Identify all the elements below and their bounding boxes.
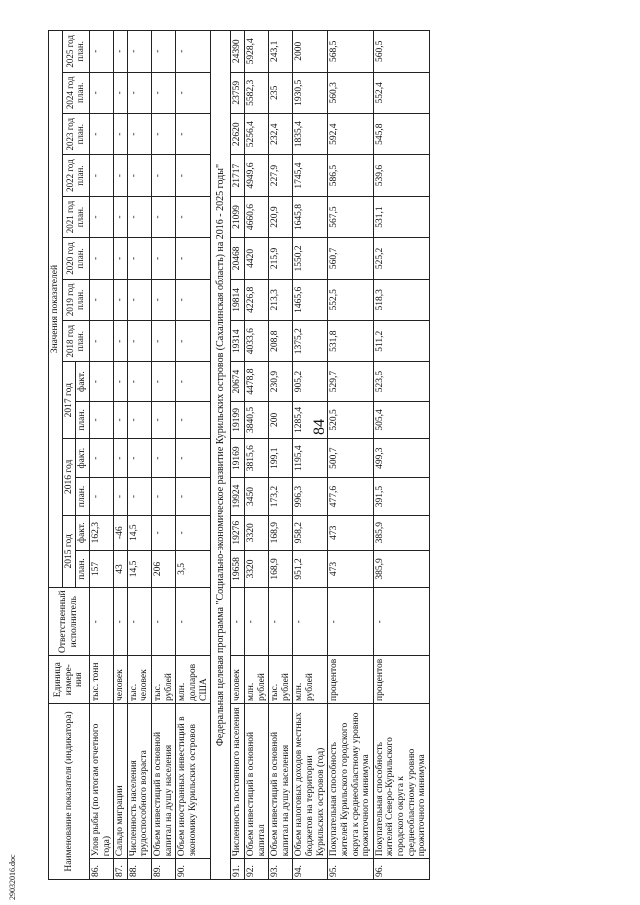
value-cell: - [176,439,211,478]
header-year-2016: 2016 год [62,439,76,516]
value-cell: - [176,155,211,196]
value-cell: 200 [269,401,293,438]
value-cell: - [127,31,151,73]
value-cell: 518,3 [373,279,429,320]
value-cell: 208,8 [269,321,293,362]
value-cell: 19276 [231,515,245,550]
value-cell: 1550,2 [293,238,328,279]
value-cell: - [176,362,211,401]
value-cell: 20674 [231,362,245,401]
header-name: Наименование показателя (индикатора) [49,704,90,880]
value-cell: - [176,238,211,279]
table-body-section-b [231,31,430,880]
value-cell: - [114,439,128,478]
table-row [152,31,176,880]
row-number: 90. [176,859,211,880]
value-cell: - [114,321,128,362]
value-cell: - [152,238,176,279]
value-cell: 1745,4 [293,155,328,196]
value-cell: 173,2 [269,478,293,515]
executor-cell: - [373,588,429,656]
unit-cell: тыс. человек [127,656,151,704]
header-fact-2017: факт. [76,362,90,401]
table-row [244,31,268,880]
value-cell: - [176,478,211,515]
value-cell: 19199 [231,401,245,438]
value-cell: 552,5 [328,279,374,320]
value-cell: 5256,4 [244,114,268,155]
row-number: 88. [127,859,151,880]
value-cell: - [127,401,151,438]
value-cell: - [176,72,211,113]
table-row [373,31,429,880]
value-cell: 235 [269,72,293,113]
value-cell: 3320 [244,515,268,550]
value-cell: - [127,196,151,237]
indicator-name: Улов рыбы (по итогам отчетного года) [89,704,113,859]
program-title-section [211,31,231,880]
value-cell: - [114,478,128,515]
value-cell: - [89,439,113,478]
table-row [328,31,374,880]
value-cell: 996,3 [293,478,328,515]
value-cell: 531,8 [328,321,374,362]
value-cell: - [89,72,113,113]
value-cell: 568,5 [328,31,374,73]
value-cell: 560,5 [373,31,429,73]
value-cell: - [152,196,176,237]
value-cell: 523,5 [373,362,429,401]
value-cell: 232,4 [269,114,293,155]
value-cell: 385,9 [373,515,429,550]
executor-cell: - [231,588,245,656]
header-year-2015: 2015 год [62,515,76,587]
executor-cell: - [293,588,328,656]
value-cell: - [89,155,113,196]
header-unit: Единица измере-ния [49,656,90,704]
value-cell: 4949,6 [244,155,268,196]
value-cell: 1285,4 [293,401,328,438]
unit-cell: тыс. тонн [89,656,113,704]
value-cell: 220,9 [269,196,293,237]
executor-cell: - [114,588,128,656]
value-cell: 19314 [231,321,245,362]
value-cell: 525,2 [373,238,429,279]
value-cell: 21099 [231,196,245,237]
value-cell: - [89,401,113,438]
indicator-name: Объем налоговых доходов местных бюджетов на территории Курильских островов (год) [293,704,328,859]
header-year-2025: 2025 год план. [62,31,89,73]
unit-cell: человек [114,656,128,704]
table-row [89,31,113,880]
value-cell: 385,9 [373,550,429,587]
value-cell: 14,5 [127,550,151,587]
indicator-name: Объем инвестиций в основной капитал на душу населения [152,704,176,859]
row-number: 92. [244,859,268,880]
value-cell: - [152,31,176,73]
row-number: 93. [269,859,293,880]
executor-cell: - [152,588,176,656]
row-number: 95. [328,859,374,880]
value-cell: -46 [114,515,128,550]
header-year-2020: 2020 год план. [62,238,89,279]
rotated-table-container [48,30,608,880]
unit-cell: млн. долларов США [176,656,211,704]
value-cell: 243,1 [269,31,293,73]
value-cell: 560,7 [328,238,374,279]
header-fact-2016: факт. [76,439,90,478]
value-cell: - [176,321,211,362]
value-cell: 23759 [231,72,245,113]
value-cell: - [89,196,113,237]
header-year-2024: 2024 год план. [62,72,89,113]
value-cell: 4420 [244,238,268,279]
value-cell: 1835,4 [293,114,328,155]
value-cell: - [127,439,151,478]
value-cell: 1375,2 [293,321,328,362]
value-cell: - [127,362,151,401]
executor-cell: - [244,588,268,656]
value-cell: - [114,114,128,155]
unit-cell: млн. рублей [244,656,268,704]
value-cell: 3320 [244,550,268,587]
value-cell: - [152,362,176,401]
value-cell: - [114,31,128,73]
value-cell: 552,4 [373,72,429,113]
value-cell: 4226,8 [244,279,268,320]
program-title: Федеральная целевая программа "Социально-экономическое развитие Курильских островов (Сахалинская область) на 2016 - 2025 годы" [211,31,231,880]
value-cell: - [152,72,176,113]
executor-cell: - [269,588,293,656]
value-cell: 4478,8 [244,362,268,401]
value-cell: 213,3 [269,279,293,320]
indicator-name: Объем инвестиций в основной капитал на душу населения [269,704,293,859]
value-cell: 567,5 [328,196,374,237]
indicators-table [48,30,430,880]
value-cell: 473 [328,550,374,587]
value-cell: 3840,5 [244,401,268,438]
header-year-2019: 2019 год план. [62,279,89,320]
table-row [176,31,211,880]
value-cell: 19814 [231,279,245,320]
value-cell: 1195,4 [293,439,328,478]
table-row [231,31,245,880]
value-cell: 4033,6 [244,321,268,362]
value-cell: 905,2 [293,362,328,401]
value-cell: - [152,401,176,438]
value-cell: 20468 [231,238,245,279]
value-cell: 21717 [231,155,245,196]
value-cell: 4660,6 [244,196,268,237]
value-cell: 500,7 [328,439,374,478]
value-cell: 531,1 [373,196,429,237]
value-cell: - [176,114,211,155]
value-cell: 545,8 [373,114,429,155]
value-cell: 19169 [231,439,245,478]
value-cell: 19924 [231,478,245,515]
value-cell: - [152,279,176,320]
value-cell: 168,9 [269,515,293,550]
value-cell: 473 [328,515,374,550]
value-cell: - [176,401,211,438]
value-cell: - [89,279,113,320]
value-cell: 5582,3 [244,72,268,113]
value-cell: - [89,114,113,155]
value-cell: 951,2 [293,550,328,587]
row-number: 86. [89,859,113,880]
value-cell: - [152,439,176,478]
value-cell: - [114,362,128,401]
table-row [114,31,128,880]
header-year-2022: 2022 год план. [62,155,89,196]
value-cell: - [176,279,211,320]
value-cell: - [114,401,128,438]
value-cell: 592,4 [328,114,374,155]
value-cell: - [127,114,151,155]
indicator-name: Сальдо миграции [114,704,128,859]
value-cell: - [152,478,176,515]
value-cell: - [127,155,151,196]
value-cell: - [176,31,211,73]
value-cell: - [89,362,113,401]
page-number: 84 [311,419,328,435]
value-cell: - [114,155,128,196]
value-cell: - [152,114,176,155]
value-cell: - [89,478,113,515]
executor-cell: - [328,588,374,656]
value-cell: 19658 [231,550,245,587]
value-cell: - [89,31,113,73]
value-cell: 560,3 [328,72,374,113]
row-number: 89. [152,859,176,880]
row-number: 91. [231,859,245,880]
value-cell: - [89,238,113,279]
row-number: 94. [293,859,328,880]
value-cell: - [176,196,211,237]
table-row [127,31,151,880]
header-year-2017: 2017 год [62,362,76,439]
header-executor: Ответственный исполнитель [49,588,90,656]
value-cell: 3815,6 [244,439,268,478]
table-body-section-a [89,31,210,880]
value-cell: 1465,6 [293,279,328,320]
executor-cell: - [176,588,211,656]
executor-cell: - [89,588,113,656]
value-cell: 1645,8 [293,196,328,237]
value-cell: - [127,279,151,320]
unit-cell: процентов [328,656,374,704]
value-cell: 168,9 [269,550,293,587]
value-cell: - [114,238,128,279]
value-cell: - [127,321,151,362]
value-cell: 520,5 [328,401,374,438]
value-cell: 391,5 [373,478,429,515]
value-cell: 477,6 [328,478,374,515]
value-cell: 157 [89,550,113,587]
indicator-name: Объем иностранных инвестиций в экономику Курильских островов [176,704,211,859]
value-cell: 505,4 [373,401,429,438]
header-year-2023: 2023 год план. [62,114,89,155]
value-cell: - [152,321,176,362]
indicator-name: Численность постоянного населения [231,704,245,859]
header-plan-2017: план. [76,401,90,438]
indicator-name: Численность населения трудоспособного возраста [127,704,151,859]
value-cell: 3,5 [176,550,211,587]
value-cell: 539,6 [373,155,429,196]
value-cell: - [152,515,176,550]
value-cell: - [127,238,151,279]
value-cell: 24390 [231,31,245,73]
value-cell: 958,2 [293,515,328,550]
value-cell: 2000 [293,31,328,73]
value-cell: 162,3 [89,515,113,550]
value-cell: 14,5 [127,515,151,550]
value-cell: - [114,279,128,320]
value-cell: - [152,155,176,196]
header-plan-2015: план. [76,550,90,587]
value-cell: - [89,321,113,362]
indicator-name: Объем инвестиций в основной капитал [244,704,268,859]
value-cell: 206 [152,550,176,587]
executor-cell: - [127,588,151,656]
value-cell: 1930,5 [293,72,328,113]
header-fact-2015: факт. [76,515,90,550]
value-cell: 199,1 [269,439,293,478]
value-cell: - [127,72,151,113]
row-number: 96. [373,859,429,880]
header-year-2021: 2021 год план. [62,196,89,237]
value-cell: 529,7 [328,362,374,401]
value-cell: 227,9 [269,155,293,196]
header-plan-2016: план. [76,478,90,515]
value-cell: 511,2 [373,321,429,362]
unit-cell: тыс. рублей [152,656,176,704]
unit-cell: процентов [373,656,429,704]
value-cell: - [114,196,128,237]
unit-cell: человек [231,656,245,704]
value-cell: - [127,478,151,515]
value-cell: 586,5 [328,155,374,196]
value-cell: 22620 [231,114,245,155]
value-cell: - [114,72,128,113]
value-cell: 215,9 [269,238,293,279]
value-cell: 230,9 [269,362,293,401]
unit-cell: млн. рублей [293,656,328,704]
indicator-name: Покупательная способность жителей Курильского городского округа к среднеобластному уровню прожиточного минимума [328,704,374,859]
value-cell: 499,3 [373,439,429,478]
table-row [293,31,328,880]
unit-cell: тыс. рублей [269,656,293,704]
header-values: Значения показателей [49,31,63,588]
indicator-name: Покупательная способность жителей Северо-Курильского городского округа к среднеобластному уровню прожиточного минимума [373,704,429,859]
value-cell: 5928,4 [244,31,268,73]
value-cell: - [176,515,211,550]
header-year-2018: 2018 год план. [62,321,89,362]
table-row [269,31,293,880]
row-number: 87. [114,859,128,880]
value-cell: 43 [114,550,128,587]
footer-filename: 29032016.doc [8,854,17,900]
value-cell: 3450 [244,478,268,515]
